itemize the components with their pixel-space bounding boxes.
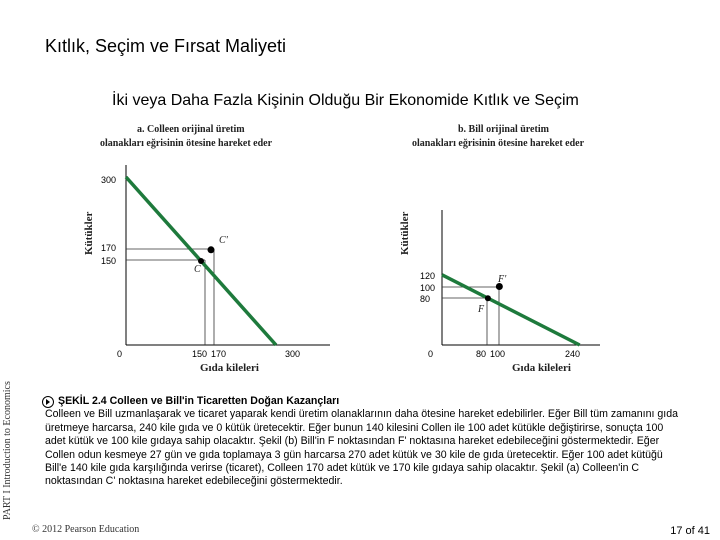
- chart-b-xtick-240: 240: [565, 349, 581, 359]
- chart-b-xtick-0: 0: [428, 349, 434, 359]
- chart-b: [399, 124, 600, 374]
- caption-heading: ŞEKİL 2.4 Colleen ve Bill'in Ticaretten Doğan Kazançları: [58, 395, 340, 407]
- chart-b-ytick-80: 80: [420, 294, 431, 304]
- chart-a-xlabel: Gıda kileleri: [200, 362, 259, 374]
- chart-b-label-f: F: [478, 304, 485, 315]
- chart-a-ytick-150: 150: [101, 256, 117, 266]
- slide-title: Kıtlık, Seçim ve Fırsat Maliyeti: [45, 36, 287, 56]
- chart-a-label-c-prime: C': [219, 235, 228, 246]
- chart-a-xtick-170: 170: [211, 349, 227, 359]
- chart-b-title-line1: b. Bill orijinal üretim: [458, 124, 549, 135]
- chart-a-title-line2: olanakları eğrisinin ötesine hareket eder: [100, 138, 273, 149]
- chart-a-point-c-prime: [208, 246, 215, 253]
- caption-heading-row: [42, 395, 682, 408]
- chart-b-xlabel: Gıda kileleri: [512, 362, 571, 374]
- chart-b-ylabel: Kütükler: [399, 211, 411, 255]
- chart-a-title-line1: a. Colleen orijinal üretim: [137, 124, 245, 135]
- chart-a-ytick-170: 170: [101, 243, 117, 253]
- chart-b-xtick-80: 80: [476, 349, 487, 359]
- play-icon[interactable]: [42, 396, 54, 408]
- chart-a-xtick-300: 300: [285, 349, 301, 359]
- chart-b-point-f: [485, 295, 491, 301]
- chart-b-title-line2: olanakları eğrisinin ötesine hareket eder: [412, 138, 585, 149]
- chart-a-label-c: C: [194, 264, 201, 275]
- page-number: 17 of 41: [670, 525, 710, 537]
- side-label: PART I Introduction to Economics: [2, 381, 13, 520]
- chart-b-xtick-100: 100: [490, 349, 506, 359]
- slide-subtitle: İki veya Daha Fazla Kişinin Olduğu Bir Ekonomide Kıtlık ve Seçim: [112, 92, 579, 109]
- chart-a-xtick-150: 150: [192, 349, 208, 359]
- figure-caption: [42, 395, 682, 489]
- copyright: © 2012 Pearson Education: [32, 524, 140, 535]
- chart-b-frontier-line: [442, 275, 580, 345]
- chart-b-ytick-100: 100: [420, 283, 436, 293]
- caption-body: Colleen ve Bill uzmanlaşarak ve ticaret yaparak kendi üretim olanaklarının daha ötesine hareket edebilirler. Eğer Bill tüm zamanını gıda üretmeye harcarsa, 240 kile gıda ve 0 kütük üretecektir. Eğer bunun 140 kilesini Collen ile 100 adet kütükle değiştirirse, sonuçta 100 adet kütük ve 100 kile gıdaya sahip olacaktır. Şekil (b) Bill'in F noktasından F' noktasına hareket edebileceğini göstermektedir. Eğer Collen odun kesmeye 27 gün ve gıda toplamaya 3 gün harcarsa 270 adet kütük ve 30 kile de gıda üretecektir. Eğer 100 adet kütüğü Bill'e 140 kile gıda karşılığında verirse (ticaret), Colleen 170 adet kütük ve 170 kile gıdaya sahip olacaktır. Şekil (a) Colleen'in C noktasından C' noktasına hareket edebileceğini göstermektedir.: [45, 408, 679, 488]
- chart-a: [83, 124, 330, 374]
- chart-a-ytick-300: 300: [101, 175, 117, 185]
- chart-a-xtick-0: 0: [117, 349, 123, 359]
- chart-b-ytick-120: 120: [420, 271, 436, 281]
- chart-a-ylabel: Kütükler: [83, 211, 95, 255]
- chart-b-label-f-prime: F': [498, 274, 507, 285]
